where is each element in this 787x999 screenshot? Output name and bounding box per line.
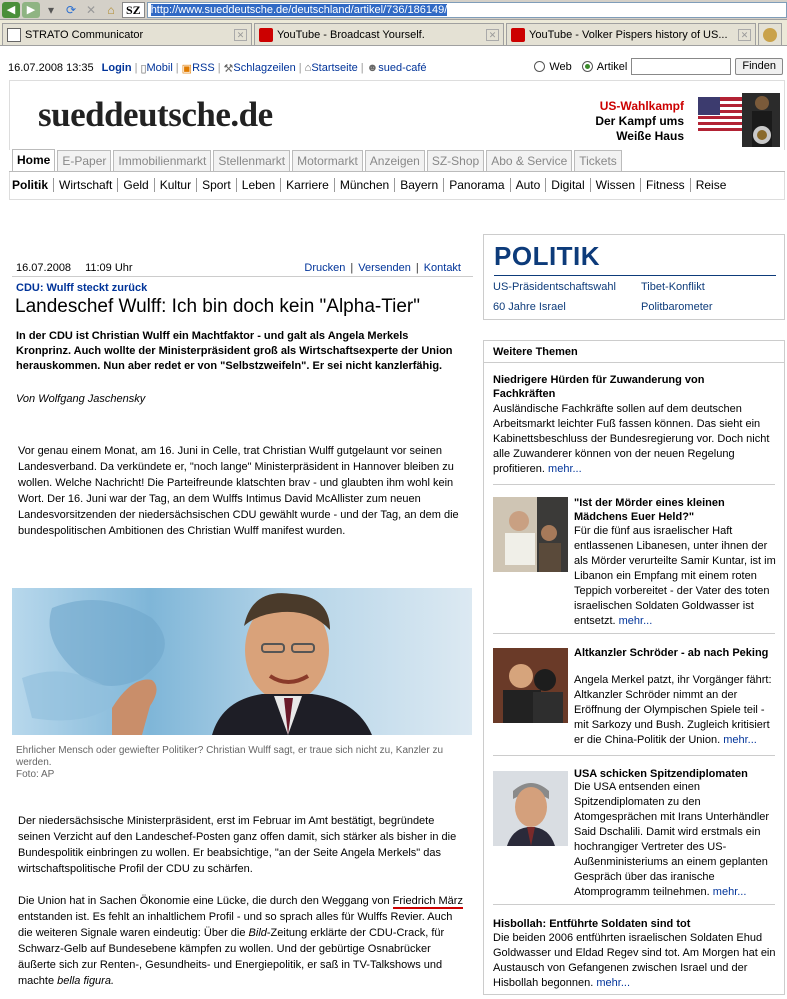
more-link[interactable]: mehr...: [618, 615, 653, 627]
article-paragraph: Der niedersächsische Ministerpräsident, erst im Februar im Amt bestätigt, begründete seinen Verzicht auf den Landeschef-Posten ganz offen damit, sich stärker als bisher in die Bundespolitik einbringen zu wollen. Er beabsichtige, "an der Seite Angela Merkels" das wirtschaftspolitische Profil der CDU zu schärfen.: [18, 815, 457, 875]
section-link-auto[interactable]: Auto: [510, 178, 546, 192]
more-link[interactable]: mehr...: [548, 463, 582, 475]
home-icon[interactable]: ⌂: [107, 2, 115, 17]
section-link-karriere[interactable]: Karriere: [280, 178, 334, 192]
article-headline: Landeschef Wulff: Ich bin doch kein "Alpha-Tier": [15, 296, 420, 317]
section-link-kultur[interactable]: Kultur: [154, 178, 196, 192]
themen-item-body: Für die fünf aus israelischer Haft entlassenen Libanesen, unter ihnen der als Mörder verurteilte Samir Kuntar, ist im Libanon ein Empfang mit einem roten Teppich vorbereitet - der Vater des toten israelischen Soldaten Goldwasser ist entsetzt. mehr...: [574, 525, 776, 627]
site-favicon: SZ: [122, 2, 145, 18]
more-link[interactable]: mehr...: [723, 734, 757, 746]
stop-icon[interactable]: ✕: [85, 2, 97, 17]
link-tibet-konflikt[interactable]: Tibet-Konflikt: [641, 281, 705, 293]
weitere-themen-box: [483, 340, 785, 995]
article-kicker: CDU: Wulff steckt zurück: [16, 282, 148, 294]
main-nav: [9, 150, 785, 172]
nav-tab-sz-shop[interactable]: SZ-Shop: [427, 150, 484, 171]
promo-kicker: US-Wahlkampf: [599, 99, 684, 113]
youtube-icon: [511, 28, 525, 42]
section-link-sport[interactable]: Sport: [196, 178, 236, 192]
browser-tab[interactable]: [2, 23, 252, 45]
mobile-icon: ▯: [140, 62, 147, 75]
section-link-wirtschaft[interactable]: Wirtschaft: [53, 178, 117, 192]
tab-label: YouTube - Broadcast Yourself.: [277, 28, 425, 41]
search-button[interactable]: Finden: [735, 58, 783, 75]
link-us-praesidentschaftswahl[interactable]: US-Präsidentschaftswahl: [493, 281, 616, 293]
news-thumbnail[interactable]: [493, 648, 568, 723]
login-link[interactable]: Login: [101, 62, 132, 74]
section-link-politik[interactable]: Politik: [12, 178, 49, 192]
tab-label: STRATO Communicator: [25, 28, 144, 41]
print-link[interactable]: Drucken: [304, 261, 346, 274]
browser-tab-partial[interactable]: [758, 23, 782, 45]
strato-icon: [7, 28, 21, 42]
radio-web[interactable]: [534, 61, 545, 72]
section-link-muenchen[interactable]: München: [334, 178, 394, 192]
meta-row: 16.07.2008 13:35 Login | ▯ Mobil | ▣ RSS | ⚒ Schlagzeilen | ⌂ Startseite | ☻ sued-café: [8, 62, 427, 75]
browser-tab[interactable]: [506, 23, 756, 45]
search-input[interactable]: [631, 58, 731, 75]
more-link[interactable]: mehr...: [596, 977, 630, 989]
rss-icon: ▣: [181, 62, 193, 75]
article-toolbar: 16.07.2008 11:09 Uhr Drucken | Versenden | Kontakt: [12, 259, 473, 277]
rss-link[interactable]: RSS: [192, 62, 215, 74]
radio-web-label: Web: [549, 60, 572, 73]
startseite-link[interactable]: Startseite: [311, 62, 358, 74]
radio-artikel[interactable]: [582, 61, 593, 72]
highlighted-name: Friedrich März: [392, 895, 463, 907]
close-icon[interactable]: ✕: [234, 29, 247, 41]
people-icon: ☻: [366, 62, 379, 74]
close-icon[interactable]: ✕: [486, 29, 499, 41]
send-link[interactable]: Versenden: [358, 261, 411, 274]
themen-item-body: Ausländische Fachkräfte sollen auf dem deutschen Arbeitsmarkt leichter Fuß fassen können. Das sieht ein Kabinettsbeschluss der Bundesregierung vor. Doch nicht alle Zuwanderer können von der neuen Regelung profitieren. mehr...: [493, 403, 770, 475]
link-politbarometer[interactable]: Politbarometer: [641, 301, 713, 313]
politik-title: POLITIK: [494, 241, 601, 271]
nav-tab-stellenmarkt[interactable]: Stellenmarkt: [213, 150, 290, 171]
forward-button[interactable]: ▶: [22, 2, 40, 18]
contact-link[interactable]: Kontakt: [423, 261, 461, 274]
radio-artikel-label: Artikel: [596, 60, 628, 73]
back-button[interactable]: ◀: [2, 2, 20, 18]
themen-item-body: Die beiden 2006 entführten israelischen Soldaten Ehud Goldwasser und Eldad Regev sind tot. Am Morgen hat ein Austausch von Gefangenen zwischen Israel und der Hisbollah begonnen. mehr...: [493, 932, 776, 989]
tab-label: YouTube - Volker Pispers history of US...: [529, 28, 728, 41]
politik-box: [483, 234, 785, 320]
section-link-geld[interactable]: Geld: [117, 178, 153, 192]
news-thumbnail[interactable]: [493, 771, 568, 846]
themen-item-title[interactable]: Hisbollah: Entführte Soldaten sind tot: [493, 918, 691, 930]
themen-item-title[interactable]: USA schicken Spitzendiplomaten: [574, 768, 748, 780]
link-60-jahre-israel[interactable]: 60 Jahre Israel: [493, 301, 566, 313]
nav-tab-anzeigen[interactable]: Anzeigen: [365, 150, 425, 171]
photo-caption: [16, 745, 471, 781]
dropdown-icon[interactable]: ▾: [47, 2, 55, 17]
themen-heading: Weitere Themen: [484, 341, 784, 363]
youtube-icon: [259, 28, 273, 42]
promo-line: Weiße Haus: [616, 129, 684, 143]
browser-tab[interactable]: [254, 23, 504, 45]
themen-item-title[interactable]: "Ist der Mörder eines kleinen Mädchens Euer Held?": [574, 497, 725, 523]
promo-teaser[interactable]: [595, 99, 684, 144]
section-link-leben[interactable]: Leben: [236, 178, 280, 192]
wulff-portrait-image: [12, 588, 472, 735]
nav-tab-motormarkt[interactable]: Motormarkt: [292, 150, 363, 171]
article-teaser: In der CDU ist Christian Wulff ein Machtfaktor - und galt als Angela Merkels Kronprinz. Auch wollte der Ministerpräsident groß als Wirtschaftsexperte der Union herauskommen. Nun aber redet er von "Selbstzweifeln". Er sei nicht kanzlerfähig.: [16, 330, 453, 372]
sued-cafe-link[interactable]: sued-café: [378, 62, 427, 74]
article-paragraph: Die Union hat in Sachen Ökonomie eine Lücke, die durch den Weggang von Friedrich März entstanden ist. Es fehlt an inhaltlichem Profil - und so sprach alles für Wulffs Revier. Auch die weiteren Signale waren eindeutig: Über die Bild-Zeitung erklärte der CDU-Crack, für Schwarz-Gelb auf Bundesebene kämpfen zu wollen. Und der gebürtige Osnabrücker äußerte sich zur Renten-, Gesundheits- und Energiepolitik, er saß in TV-Talkshows und machte bella figura.: [18, 895, 463, 987]
home-page-icon: ⌂: [304, 62, 312, 74]
browser-toolbar: [0, 0, 787, 20]
reload-icon[interactable]: ⟳: [65, 2, 77, 17]
nav-tab-home[interactable]: Home: [12, 149, 55, 171]
photo-credit: Foto: AP: [16, 769, 55, 780]
article-time: 11:09 Uhr: [85, 261, 133, 274]
article-date: 16.07.2008: [16, 261, 72, 274]
promo-line: Der Kampf ums: [595, 114, 684, 128]
section-link-digital[interactable]: Digital: [545, 178, 589, 192]
section-nav: [12, 178, 731, 192]
article-photo[interactable]: [12, 588, 472, 735]
search-area: [534, 58, 783, 75]
article-paragraph: Vor genau einem Monat, am 16. Juni in Celle, trat Christian Wulff gutgelaunt vor seinen Landesverband. Da verkündete er, "noch lange" Ministerpräsident in Hannover bleiben zu wollen. Welche Nachricht! Die Parteifreunde klatschten brav - und glaubten ihm wohl kein Wort. Der 16. Juni war der Tag, an dem Wulffs Intimus David McAllister zum neuen Landesvorsitzenden der niedersächsischen CDU gewählt wurde - und der Tag, an dem die bundespolitischen Ambitionen des Christian Wulff manifest wurden.: [18, 445, 459, 537]
schlagzeilen-icon: ⚒: [223, 62, 234, 75]
themen-item-title[interactable]: Niedrigere Hürden für Zuwanderung von Fachkräften: [493, 374, 705, 400]
schlagzeilen-link[interactable]: Schlagzeilen: [233, 62, 296, 74]
nav-tab-immobilienmarkt[interactable]: Immobilienmarkt: [113, 150, 211, 171]
us-flag-image[interactable]: [694, 85, 782, 147]
masthead: [9, 80, 785, 150]
article-author: Von Wolfgang Jaschensky: [16, 393, 146, 405]
close-icon[interactable]: ✕: [738, 29, 751, 41]
themen-item-title[interactable]: Altkanzler Schröder - ab nach Peking: [574, 647, 769, 659]
site-icon: [763, 28, 777, 42]
nav-tab-tickets[interactable]: Tickets: [574, 150, 622, 171]
section-link-bayern[interactable]: Bayern: [394, 178, 443, 192]
address-bar[interactable]: [147, 2, 787, 18]
themen-item-body: Die USA entsenden einen Spitzendiplomaten zu den Atomgesprächen mit Irans Unterhändler Said Dschalili. Damit wird erstmals ein hochrangiger Vertreter des US-Außenministeriums an einem geplanten Gespräch über das iranische Atomprogramm teilnehmen. mehr...: [574, 781, 770, 898]
url-text: http://www.sueddeutsche.de/deutschland/artikel/736/186149/: [150, 3, 448, 16]
more-link[interactable]: mehr...: [712, 886, 747, 898]
themen-item-body: Angela Merkel patzt, ihr Vorgänger fährt: Altkanzler Schröder nimmt an der Eröffnung der Olympischen Spiele teil - mit Sarkozy und Bush. Zugleich kritisiert er die China-Politik der Union. mehr...: [574, 674, 772, 746]
section-link-reise[interactable]: Reise: [690, 178, 732, 192]
current-date: 16.07.2008 13:35: [8, 62, 94, 74]
section-link-fitness[interactable]: Fitness: [640, 178, 690, 192]
section-link-wissen[interactable]: Wissen: [590, 178, 640, 192]
site-logo[interactable]: sueddeutsche.de: [38, 95, 273, 134]
news-thumbnail[interactable]: [493, 497, 568, 572]
mobil-link[interactable]: Mobil: [146, 62, 173, 74]
nav-tab-epaper[interactable]: E-Paper: [57, 150, 111, 171]
browser-tabbar: [0, 20, 787, 46]
caption-text: Ehrlicher Mensch oder gewiefter Politiker? Christian Wulff sagt, er traue sich nicht zu, Kanzler zu werden.: [16, 745, 444, 768]
nav-tab-abo-service[interactable]: Abo & Service: [486, 150, 572, 171]
section-link-panorama[interactable]: Panorama: [443, 178, 509, 192]
